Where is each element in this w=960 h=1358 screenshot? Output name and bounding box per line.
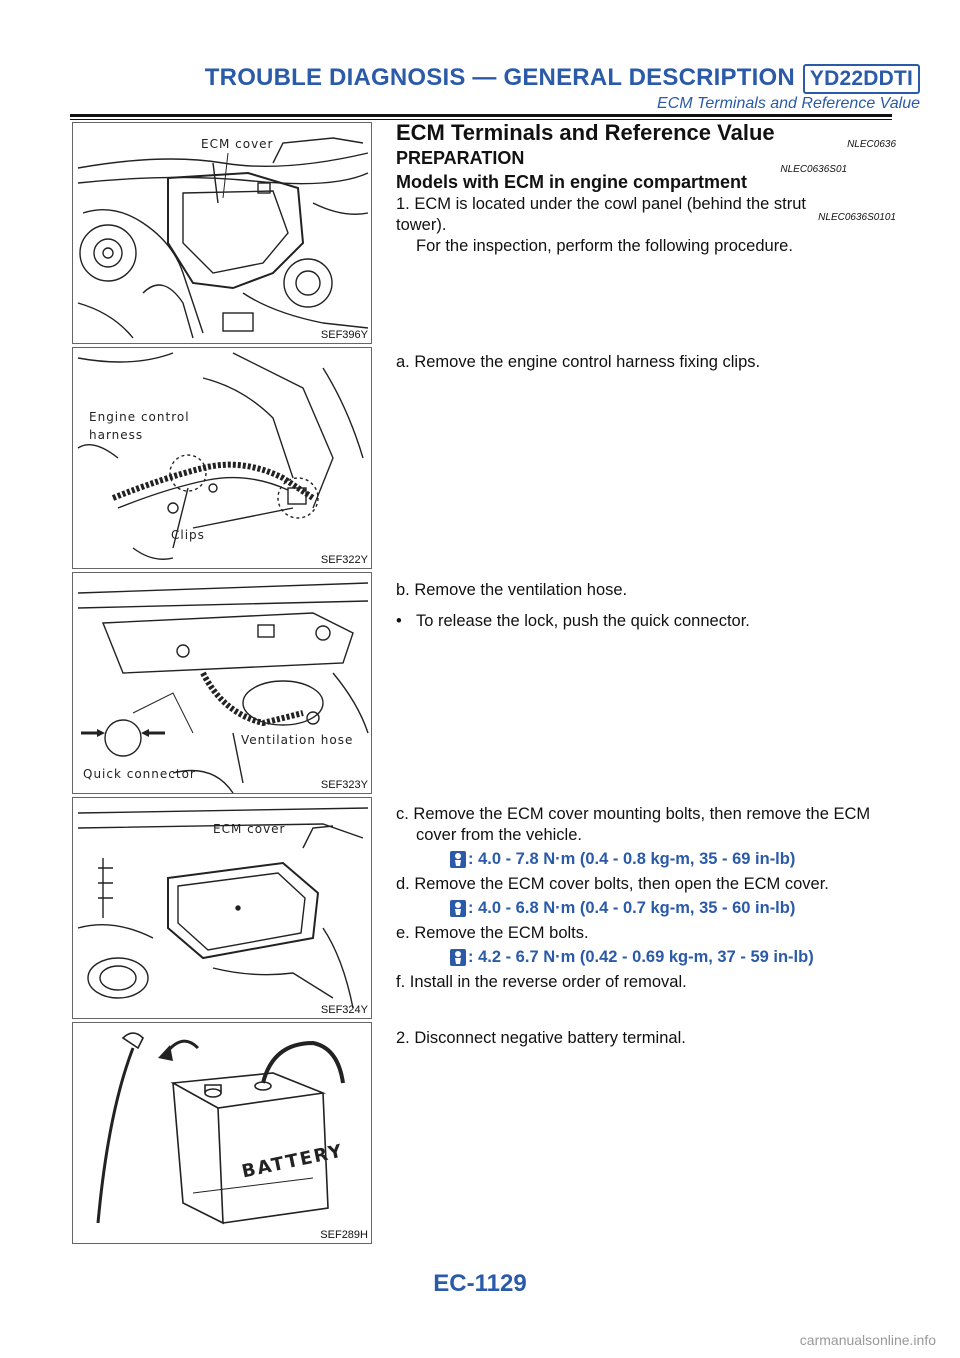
section-subtitle: PREPARATION NLEC0636S01 [396, 146, 896, 170]
header-rule [70, 114, 892, 117]
wrench-torque-icon [450, 900, 466, 917]
harness-clips-illustration [73, 348, 371, 568]
ecm-location-illustration [73, 123, 371, 343]
wrench-torque-icon [450, 949, 466, 966]
label-engine-control: Engine control [89, 410, 190, 424]
subsubtitle-code: NLEC0636S0101 [818, 212, 896, 223]
page-number: EC-1129 [433, 1270, 527, 1297]
step-c: c. Remove the ECM cover mounting bolts, then remove the ECM cover from the vehicle. [396, 805, 871, 844]
label-ecm-cover: ECM cover [213, 822, 286, 836]
ventilation-hose-illustration [73, 573, 371, 793]
step-f: f. Install in the reverse order of removal. [396, 973, 687, 991]
step-e: e. Remove the ECM bolts. [396, 924, 589, 942]
label-quick-connector: Quick connector [83, 767, 196, 781]
figure-code: SEF396Y [320, 329, 368, 341]
step-2: 2. Disconnect negative battery terminal. [396, 1029, 686, 1047]
figure-code: SEF322Y [320, 554, 368, 566]
bullet-quick-connector: • To release the lock, push the quick connector. [396, 612, 750, 630]
header-title: TROUBLE DIAGNOSIS — GENERAL DESCRIPTION YD22DDTI [205, 64, 920, 94]
page-header [0, 0, 960, 120]
header-subtitle: ECM Terminals and Reference Value [657, 95, 920, 112]
step-b: b. Remove the ventilation hose. • To release the lock, push the quick connector. [396, 580, 896, 632]
label-ventilation-hose: Ventilation hose [241, 733, 354, 747]
torque-spec-d: : 4.0 - 6.8 N·m (0.4 - 0.7 kg-m, 35 - 60 in-lb) [396, 898, 896, 919]
label-harness: harness [89, 428, 144, 442]
figure-code: SEF324Y [320, 1004, 368, 1016]
section-title: ECM Terminals and Reference Value NLEC0636 [396, 120, 896, 146]
steps-c-to-f [396, 804, 896, 993]
label-battery: BATTERY [239, 1140, 346, 1183]
figure-ecm-cover [72, 797, 372, 1019]
engine-badge: YD22DDTI [803, 64, 920, 94]
figure-ecm-location [72, 122, 372, 344]
figure-code: SEF289H [320, 1229, 368, 1241]
figure-battery [72, 1022, 372, 1244]
figure-code: SEF323Y [320, 779, 368, 791]
label-clips: Clips [171, 528, 205, 542]
label-ecm-cover: ECM cover [201, 137, 274, 151]
torque-spec-e: : 4.2 - 6.7 N·m (0.42 - 0.69 kg-m, 37 - 59 in-lb) [396, 947, 896, 968]
subtitle-code: NLEC0636S01 [780, 164, 848, 175]
torque-spec-c: : 4.0 - 7.8 N·m (0.4 - 0.8 kg-m, 35 - 69 in-lb) [396, 849, 896, 870]
section-subsubtitle: Models with ECM in engine compartment NLEC0636S0101 [396, 170, 896, 194]
step-a: a. Remove the engine control harness fixing clips. [396, 353, 761, 371]
watermark: carmanualsonline.info [799, 1332, 936, 1348]
figure-harness-clips [72, 347, 372, 569]
step-1: 1. ECM is located under the cowl panel (behind the strut tower). For the inspection, perform the following procedure. [396, 195, 806, 255]
section-header [396, 120, 896, 257]
figure-ventilation-hose [72, 572, 372, 794]
step-d: d. Remove the ECM cover bolts, then open the ECM cover. [396, 875, 829, 893]
battery-illustration [73, 1023, 371, 1243]
wrench-torque-icon [450, 851, 466, 868]
section-code: NLEC0636 [847, 139, 896, 150]
